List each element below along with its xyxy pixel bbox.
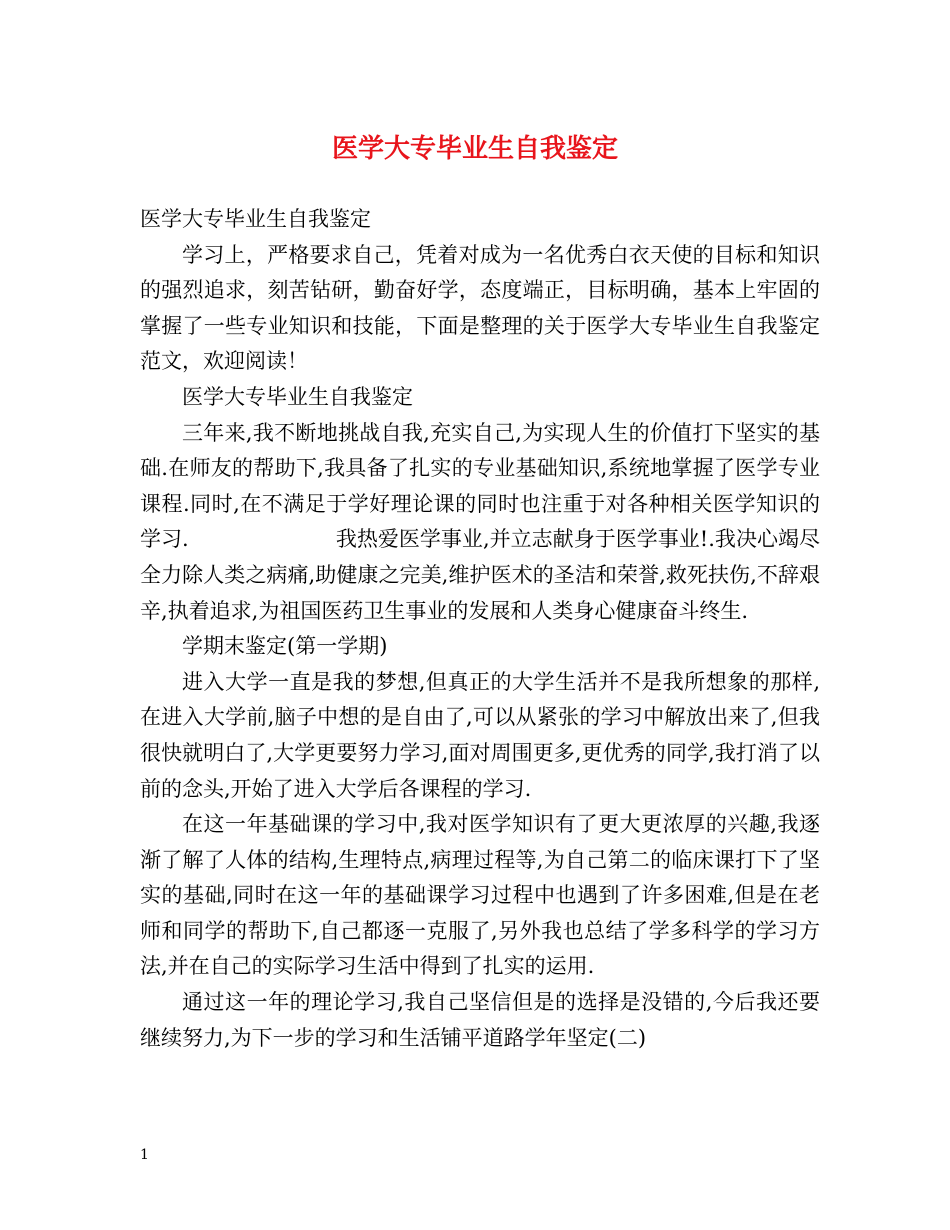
paragraph-heading: 医学大专毕业生自我鉴定 [140,207,371,231]
paragraph-semester-heading: 学期末鉴定(第一学期) [182,634,388,659]
paragraph-entering-university: 进入大学一直是我的梦想,但真正的大学生活并不是我所想象的那样,在进入大学前,脑子中想的是自由了,可以从紧张的学习中解放出来了,但我很快就明白了,大学更要努力学习,面对周围更多,更优秀的同学,我打消了以前的念头,开始了进入大学后各课程的学习. [140,669,820,801]
paragraph-conclusion: 通过这一年的理论学习,我自己坚信但是的选择是没错的,今后我还要继续努力,为下一步的学习和生活铺平道路学年坚定(二) [140,990,820,1050]
paragraph-subheading: 医学大专毕业生自我鉴定 [182,384,413,409]
paragraph-intro: 学习上，严格要求自己，凭着对成为一名优秀白衣天使的目标和知识的强烈追求，刻苦钻研，勤奋好学，态度端正，目标明确，基本上牢固的掌握了一些专业知识和技能，下面是整理的关于医学大专毕业生自我鉴定范文，欢迎阅读！ [140,242,820,374]
page-number: 1 [140,1147,149,1163]
document-body [140,202,820,1056]
document-title: 医学大专毕业生自我鉴定 [331,134,618,164]
paragraph-three-years: 三年来,我不断地挑战自我,充实自己,为实现人生的价值打下坚实的基础.在师友的帮助下,我具备了扎实的专业基础知识,系统地掌握了医学专业课程.同时,在不满足于学好理论课的同时也注重于对各种相关医学知识的学习. 我热爱医学事业,并立志献身于医学事业!.我决心竭尽全力除人类之病痛,助健康之完美,维护医术的圣洁和荣誉,救死扶伤,不辞艰辛,执着追求,为祖国医药卫生事业的发展和人类身心健康奋斗终生. [140,420,820,623]
paragraph-basic-courses: 在这一年基础课的学习中,我对医学知识有了更大更浓厚的兴趣,我逐渐了解了人体的结构,生理特点,病理过程等,为自己第二的临床课打下了坚实的基础,同时在这一年的基础课学习过程中也遇到了许多困难,但是在老师和同学的帮助下,自己都逐一克服了,另外我也总结了学多科学的学习方法,并在自己的实际学习生活中得到了扎实的运用. [140,812,820,979]
